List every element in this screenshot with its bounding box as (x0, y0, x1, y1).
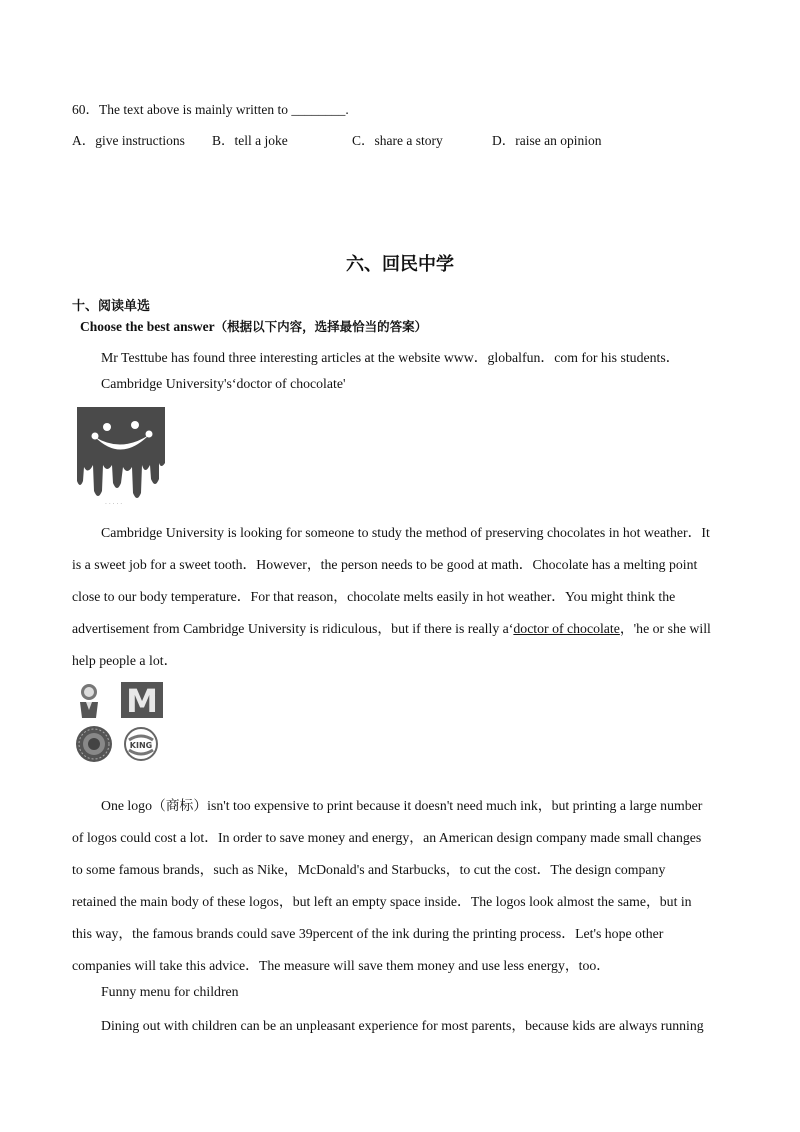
instruction-chinese: （根据以下内容，选择最恰当的答案） (214, 319, 428, 334)
article3-line1: Dining out with children can be an unpleasant experience for most parents，because kids are always running (101, 1018, 704, 1033)
kfc-logo-icon (76, 680, 102, 720)
article1-line1: Cambridge University is looking for someone to study the method of preserving chocolates in hot weather．It (101, 525, 710, 540)
svg-text:. . . . .: . . . . . (105, 499, 123, 505)
question-stem-text: 60．The text above is mainly written to (72, 102, 292, 117)
option-a: A．give instructions (72, 133, 185, 148)
question-stem-end: . (345, 102, 349, 117)
article2-line4: retained the main body of these logos，but left an empty space inside．The logos look almost the same，but in (72, 894, 692, 909)
article1-line4-text: advertisement from Cambridge University is ridiculous，but if there is really a‘ (72, 621, 514, 636)
mcdonalds-logo-icon (121, 682, 163, 718)
article1-line3: close to our body temperature．For that reason，chocolate melts easily in hot weather．You might think the (72, 589, 676, 604)
instruction-english: Choose the best answer (80, 319, 215, 334)
mcdonalds-logo-letter: M (126, 682, 158, 718)
section-title: 六、回民中学 (346, 254, 454, 275)
article2-line3: to some famous brands，such as Nike，McDonald's and Starbucks，to cut the cost．The design company (72, 862, 666, 877)
article2-line5: this way，the famous brands could save 39percent of the ink during the printing process．Let's hope other (72, 926, 664, 941)
article2-line1: One logo（商标）isn't too expensive to print because it doesn't need much ink，but printing a large number (101, 798, 703, 813)
burger-king-logo-text: KING (129, 741, 153, 750)
instruction (80, 317, 427, 335)
article1-line4 (72, 617, 711, 637)
burger-king-logo-icon (124, 727, 158, 761)
article1-title: Cambridge University's‘doctor of chocolate' (101, 376, 346, 391)
article2-line2: of logos could cost a lot．In order to save money and energy，an American design company made small changes (72, 830, 702, 845)
answer-blank: ________ (291, 102, 346, 117)
article1-line5: help people a lot． (72, 653, 178, 668)
article1-line2: is a sweet job for a sweet tooth．However，the person needs to be good at math．Chocolate has a melting point (72, 557, 698, 572)
option-d: D．raise an opinion (492, 133, 602, 148)
underlined-phrase: doctor of chocolate (513, 621, 620, 636)
melting-chocolate-smiley-icon (75, 405, 167, 505)
part-title: 十、阅读单选 (72, 299, 151, 314)
option-c: C．share a story (352, 133, 443, 148)
article2-line6: companies will take this advice．The measure will save them money and use less energy，too． (72, 958, 611, 973)
starbucks-logo-icon (75, 725, 113, 763)
intro-paragraph: Mr Testtube has found three interesting articles at the website www．globalfun．com for his students． (101, 350, 680, 365)
option-b: B．tell a joke (212, 133, 288, 148)
article1-line4-end: ，'he or she will (619, 621, 711, 636)
article3-title: Funny menu for children (101, 984, 239, 999)
question-stem (72, 98, 349, 118)
